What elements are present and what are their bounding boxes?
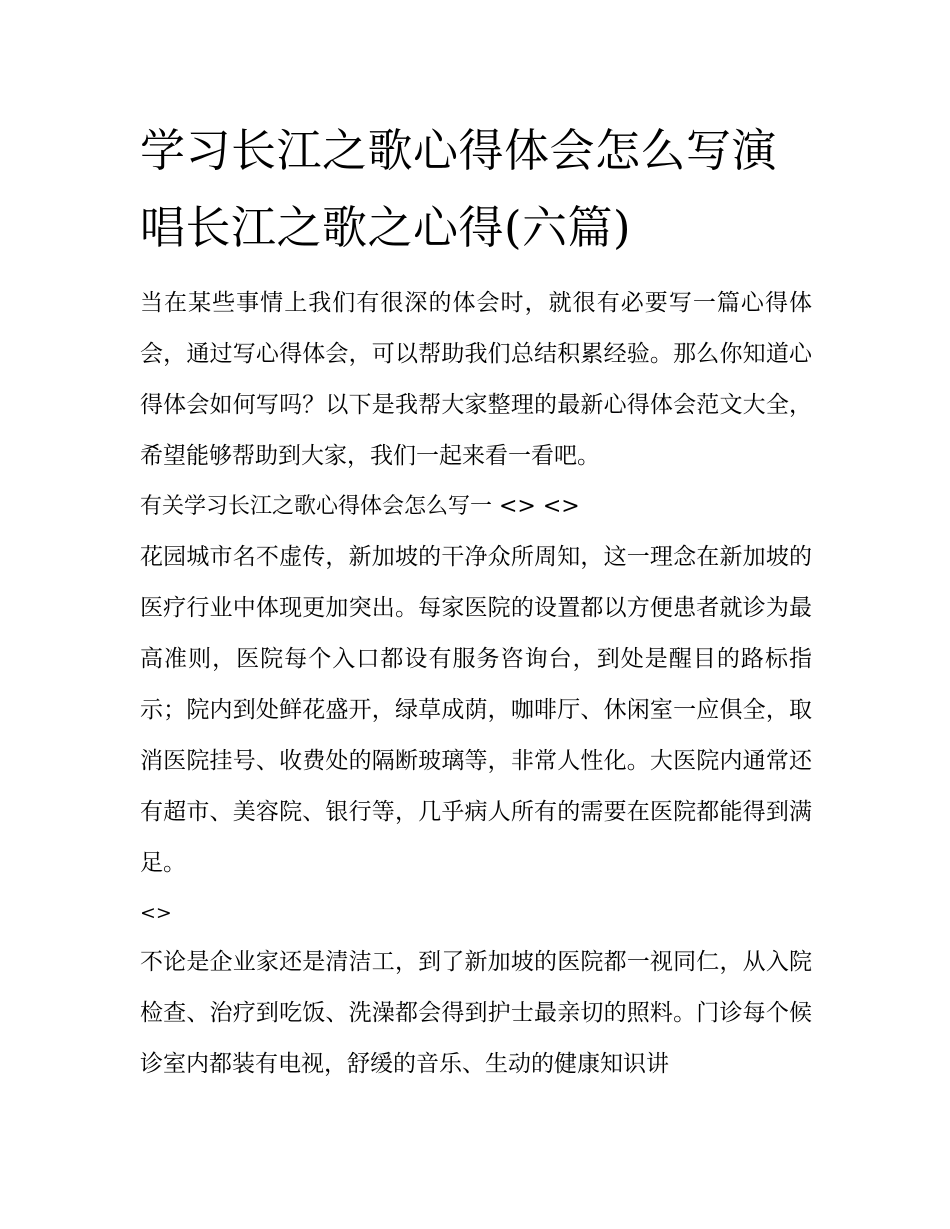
body-paragraph-1: 花园城市名不虚传，新加坡的干净众所周知，这一理念在新加坡的医疗行业中体现更加突出。每家医院的设置都以方便患者就诊为最高准则，医院每个入口都设有服务咨询台，到处是醒目的路标指示；院内到处鲜花盛开，绿草成荫，咖啡厅、休闲室一应俱全，取消医院挂号、收费处的隔断玻璃等，非常人性化。大医院内通常还有超市、美容院、银行等，几乎病人所有的需要在医院都能得到满足。	[140, 544, 812, 876]
intro-paragraph: 当在某些事情上我们有很深的体会时，就很有必要写一篇心得体会，通过写心得体会，可以帮助我们总结积累经验。那么你知道心得体会如何写吗？以下是我帮大家整理的最新心得体会范文大全，希望能够帮助到大家，我们一起来看一看吧。	[140, 290, 812, 469]
section-heading: 有关学习长江之歌心得体会怎么写一 <> <>	[140, 494, 580, 519]
placeholder-marker: <>	[140, 902, 172, 924]
body-paragraph-2: 不论是企业家还是清洁工，到了新加坡的医院都一视同仁，从入院检查、治疗到吃饭、洗澡都会得到护士最亲切的照料。门诊每个候诊室内都装有电视，舒缓的音乐、生动的健康知识讲	[140, 949, 812, 1077]
document-body	[140, 112, 812, 1090]
document-title: 学习长江之歌心得体会怎么写演唱长江之歌之心得(六篇)	[140, 124, 778, 254]
